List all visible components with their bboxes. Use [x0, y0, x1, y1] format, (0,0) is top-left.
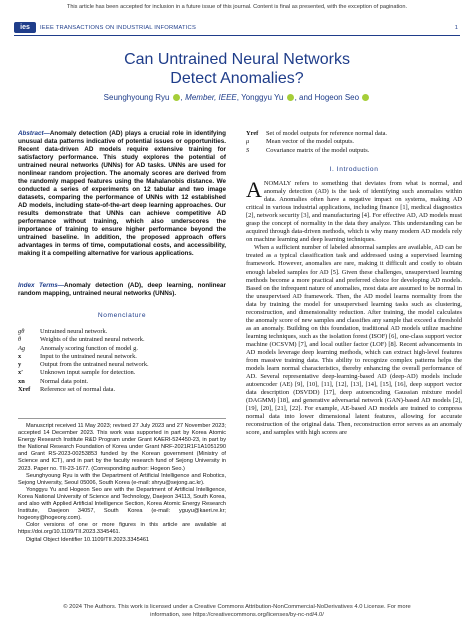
author-1-role: , Member, IEEE [180, 93, 237, 102]
nomenclature-desc: Anomaly scoring function of model g. [40, 344, 138, 352]
nomenclature-heading: Nomenclature [97, 312, 147, 319]
drop-cap: A [246, 177, 262, 202]
nomenclature-symbol: xn [18, 377, 25, 385]
nomenclature-symbol: S [246, 146, 250, 154]
intro-paragraph-1-text: NOMALY refers to something that deviates from what is normal, and anomaly detection (AD) is the task of identifying such anomalies within data. Anomalies often have a negative impact on systems, making AD critical in various industrial applications, including finance [1], medical diagnostics [2], network security [3], and manufacturing [4]. For effective AD, AD models must grasp the concept of normality in the data they analyze. This understanding can be acquired through data-driven methods, which is why many modern AD models rely on machine learning and deep learning techniques. [246, 180, 462, 244]
nomenclature-row [18, 353, 226, 361]
footnote-author-1: Seunghyoung Ryu is with the Department of Artificial Intelligence and Robotics, Sejong University, Seoul 05006, South Korea (e-mail: shryu@sejong.ac.kr). [18, 472, 226, 486]
nomenclature-symbol: x [18, 352, 22, 360]
nomenclature-desc: Untrained neural network. [40, 328, 108, 335]
nomenclature-symbol: gθ [18, 328, 25, 335]
index-terms-label: Index Terms— [18, 282, 65, 289]
author-1: Seunghyoung Ryu [103, 93, 170, 102]
footnote-color: Color versions of one or more figures in this article are available at https://doi.org/10.1109/TII.2023.3345461. [18, 522, 226, 536]
paper-title [0, 50, 474, 88]
nomenclature-row [246, 147, 462, 155]
nomenclature-symbol: Xref [18, 386, 31, 394]
nomenclature-row [18, 386, 226, 394]
section-heading-introduction: I. Introduction [329, 166, 379, 173]
nomenclature-symbol: Yref [246, 130, 259, 137]
nomenclature-desc: Input to the untrained neural network. [40, 352, 137, 360]
nomenclature-desc: Normal data point. [40, 377, 89, 385]
license-line-1: © 2024 The Authors. This work is licensed under a Creative Commons Attribution-NonCommercial-NoDerivatives 4.0 License. For more [63, 604, 411, 610]
ies-logo: ies [14, 22, 36, 33]
author-2: , Yonggyu Yu [236, 93, 284, 102]
intro-paragraph-2: When a sufficient number of labeled abnormal samples are available, AD can be treated as a typical classification task and addressed using a supervised learning framework. However, anomalies are rare, making it difficult and costly to obtain enough labeled samples for AD [5]. Given these challenges, unsupervised learning methods become a more practical and preferred choice for developing AD models. Based on the infrequent nature of anomalies, most data are assumed to be normal in the unsupervised AD framework. Then, the AD model learns normality from the data by training the model for unsupervised learning tasks such as clustering, reconstruction, and dimensionality reduction. After training, the model calculates the anomaly score of new samples and classifies any sample that exceed a threshold as an anomaly. Building on this foundation, traditional AD models utilize machine learning techniques, such as the isolation forest (ISOF) [6], one-class support vector machine (OCSVM) [7], and local outlier factor (LOF) [8]. Recent advancements in AD models leverage deep learning methods, which can extract high-level features from massive training data. This ability to recognize complex patterns helps the models learn normal characteristics, thereby enhancing the overall performance of AD. Several representative deep-learning-based AD (deep-AD) models include autoencoder (AE) [9], [10], [11], [12], [13], [14], [15], [16], deep support vector data description (DSVDD) [17], deep autoencoding Gaussian mixture model (DAGMM) [18], and generative adversarial network (GAN)-based AD models [2], [19], [20], [21], [22]. For example, AE-based AD models are trained to compress normal data into lower dimensional latent features, allowing for accurate reconstruction of the original data. Then, reconstruction error serves as an anomaly score, and samples with high scores are [246, 244, 462, 437]
license-line-2[interactable]: information, see https://creativecommons.org/licenses/by-nc-nd/4.0/ [150, 611, 324, 618]
nomenclature-desc: Unknown input sample for detection. [40, 369, 136, 377]
nomenclature-desc: Output from the untrained neural network. [40, 361, 149, 369]
page-number: 1 [454, 25, 458, 31]
nomenclature-desc: Covariance matrix of the model outputs. [266, 146, 370, 154]
license-footer [0, 604, 474, 619]
nomenclature-row [18, 361, 226, 369]
nomenclature-symbol: x′ [18, 369, 23, 377]
nomenclature-row [18, 378, 226, 386]
nomenclature-row [246, 138, 462, 146]
nomenclature-desc: Weights of the untrained neural network. [40, 336, 145, 344]
nomenclature-desc: Reference set of normal data. [40, 386, 116, 394]
footnote-doi: Digital Object Identifier 10.1109/TII.2023.3345461 [26, 536, 150, 543]
nomenclature-row [18, 369, 226, 377]
running-header [14, 23, 460, 36]
nomenclature-desc: Set of model outputs for reference normal data. [266, 130, 388, 137]
nomenclature-row [246, 130, 462, 138]
abstract [18, 130, 226, 258]
manuscript-footnote [18, 418, 226, 544]
index-terms-text: Anomaly detection (AD), deep learning, nonlinear random mapping, untrained neural networks (UNNs). [18, 282, 226, 297]
journal-name: IEEE TRANSACTIONS ON INDUSTRIAL INFORMATICS [40, 25, 197, 31]
footnote-dates: Manuscript received 11 May 2023; revised 27 July 2023 and 27 November 2023; accepted 14 December 2023. This work was supported in part by Korea Atomic Energy Research Institute R&D Program under Grant KAERI-524450-23, in part by the National Research Foundation of Korea under Grant NRF-2021R1F1A1051290 and Grant RS-2023-00253853 funded by the Korean government (Ministry of Science and ICT), and in part by the faculty research fund of Sejong University in 2023. Paper no. TII-23-1677. (Corresponding author: Hogeon Seo.) [18, 423, 226, 472]
acceptance-notice: This article has been accepted for inclusion in a future issue of this journal. Content is final as presented, with the exception of pagination. [66, 4, 408, 10]
nomenclature-row [18, 328, 226, 336]
index-terms [18, 282, 226, 298]
nomenclature-symbol: μ [246, 138, 250, 146]
nomenclature-symbol: Ag [18, 344, 26, 352]
author-3: , and Hogeon Seo [294, 93, 360, 102]
orcid-icon[interactable] [287, 94, 294, 101]
intro-paragraph-1 [246, 177, 462, 244]
nomenclature-row [18, 345, 226, 353]
author-list [0, 93, 474, 102]
footnote-authors-2-3: Yonggyu Yu and Hogeon Seo are with the Department of Artificial Intelligence, Korea National University of Science and Technology, Daejeon 34113, South Korea, and also with Applied Artificial Intelligence Section, Korea Atomic Energy Research Institute, Daejeon 34057, South Korea (e-mail: yguyu@kaeri.re.kr; hogeony@hogeony.com). [18, 486, 226, 522]
abstract-text: Anomaly detection (AD) plays a crucial role in identifying unusual data patterns indicative of potential issues or opportunities. Recent data-driven AD models require extensive training for satisfactory performance. This study explores the potential of untrained neural networks (UNNs) for AD tasks. UNNs are used for nonlinear random projection. The anomaly scores are derived from the randomly mapped features using the Mahalanobis distance. We conducted a series of experiments on 12 tabular and two image datasets, comparing the performance of UNNs with 12 established AD models, including state-of-the-art deep learning approaches. Our results demonstrate that UNNs can achieve competitive AD performance without training, which also underscores the importance of training to ensure higher performance beyond the untrained baseline. In addition, the proposed approach offers advantages in terms of time, computational costs, and accessibility, making it a compelling alternative for various applications. [18, 130, 226, 257]
nomenclature-symbol: y [18, 361, 22, 369]
nomenclature-continued [246, 130, 462, 155]
abstract-label: Abstract— [18, 130, 50, 137]
introduction-body [246, 177, 462, 438]
orcid-icon[interactable] [173, 94, 180, 101]
title-line-1: Can Untrained Neural Networks [124, 51, 350, 68]
nomenclature-symbol: θ [18, 336, 22, 344]
nomenclature-row [18, 336, 226, 344]
nomenclature-table [18, 328, 226, 394]
title-line-2: Detect Anomalies? [170, 70, 304, 87]
orcid-icon[interactable] [362, 94, 369, 101]
nomenclature-desc: Mean vector of the model outputs. [266, 138, 355, 146]
